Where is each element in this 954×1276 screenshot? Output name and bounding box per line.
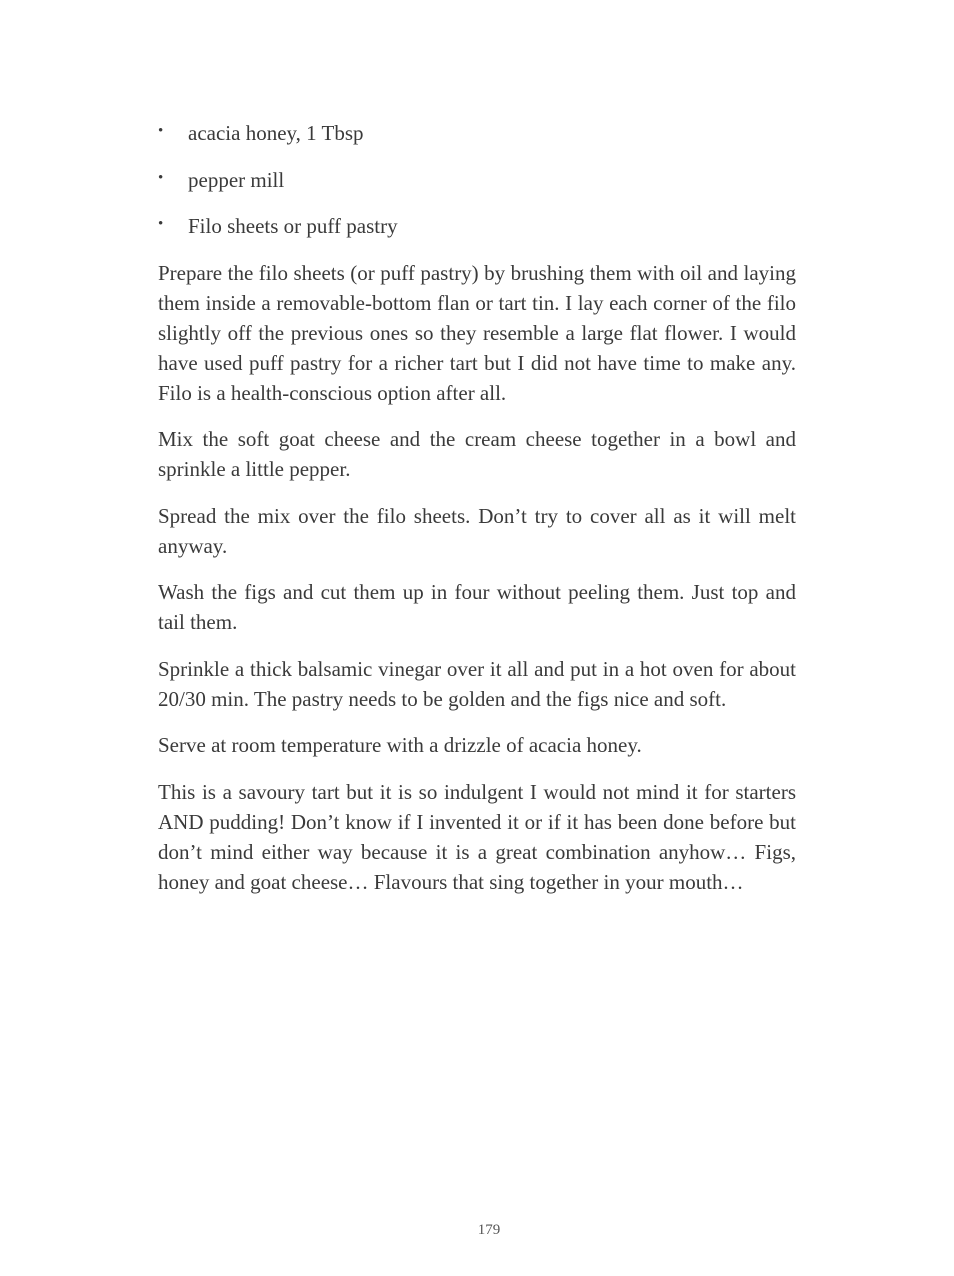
ingredient-text: Filo sheets or puff pastry <box>188 214 398 238</box>
bullet-icon: • <box>158 123 164 139</box>
bullet-icon: • <box>158 216 164 232</box>
paragraph-bake: Sprinkle a thick balsamic vinegar over it all and put in a hot oven for about 20/30 min. The pastry needs to be golden and the figs nice and soft. <box>158 656 796 711</box>
ingredient-text: pepper mill <box>188 167 285 192</box>
list-item <box>158 118 796 148</box>
paragraph-wash-figs: Wash the figs and cut them up in four without peeling them. Just top and tail them. <box>158 580 796 634</box>
bullet-icon: • <box>158 169 164 186</box>
paragraph-prepare-filo: Prepare the filo sheets (or puff pastry) by brushing them with oil and laying them inside a removable-bottom flan or tart tin. I lay each corner of the filo slightly off the previous ones so they resemble a large flat flower. I would have used puff pastry for a richer tart but I did not have time to make any. Filo is a health-conscious option after all. <box>158 260 796 405</box>
list-item <box>158 165 796 195</box>
ingredient-list <box>158 118 796 241</box>
list-item <box>158 211 796 241</box>
ingredient-text: acacia honey, 1 Tbsp <box>188 121 364 145</box>
paragraph-serve: Serve at room temperature with a drizzle of acacia honey. <box>158 733 642 757</box>
paragraph-spread-mix: Spread the mix over the filo sheets. Don’t try to cover all as it will melt anyway. <box>158 503 796 558</box>
paragraph-closing-note: This is a savoury tart but it is so indulgent I would not mind it for starters AND pudding! Don’t know if I invented it or if it has been done before but don’t mind either way because it is a great combination anyhow… Figs, honey and goat cheese… Flavours that sing together in your mouth… <box>158 779 796 894</box>
page-content <box>158 118 796 913</box>
page-number: 179 <box>477 1222 501 1238</box>
paragraph-mix-cheese: Mix the soft goat cheese and the cream cheese together in a bowl and sprinkle a little pepper. <box>158 427 796 481</box>
